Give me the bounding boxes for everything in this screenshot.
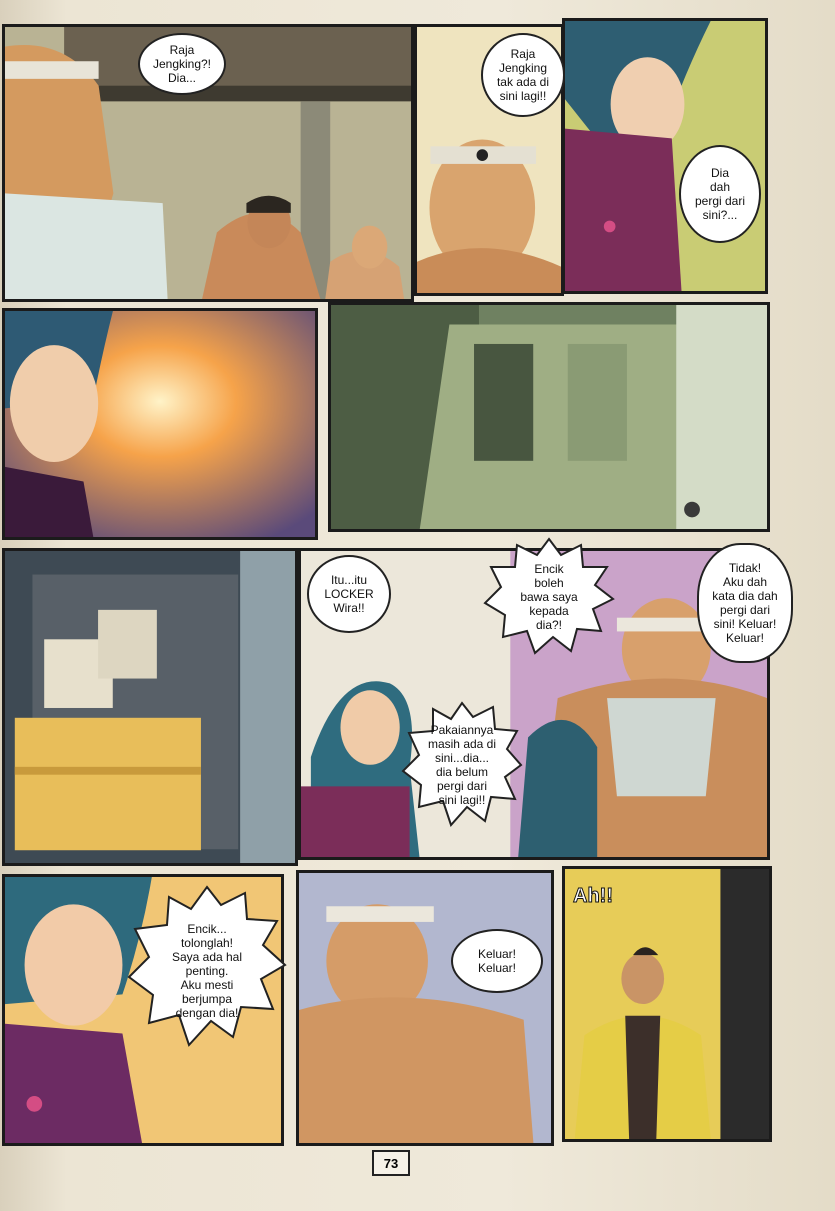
panel-6-locker-interior — [2, 548, 298, 866]
speech-bubble: Itu...itu LOCKER Wira!! — [307, 555, 391, 633]
speech-bubble: Raja Jengking?! Dia... — [138, 33, 226, 95]
panel-2-bald-man-closeup — [414, 24, 564, 296]
panel-6-art — [5, 551, 295, 863]
shout-bubble: Encik... tolonglah! Saya ada hal penting. Aku mesti berjumpa dengan dia! — [127, 885, 287, 1057]
sound-effect: Ah!! — [573, 885, 613, 907]
panel-5-lockers — [328, 302, 770, 532]
panel-10-man-in-doorway — [562, 866, 772, 1142]
panel-7-bald-man-refuses — [298, 548, 778, 860]
panel-8-woman-pleads — [2, 874, 284, 1146]
panel-4-art — [5, 311, 315, 537]
panel-5-art — [331, 305, 767, 529]
panel-4-woman-startled — [2, 308, 318, 540]
panel-1-bald-man-with-fighters — [2, 24, 414, 302]
panel-9-bald-man-shouts — [296, 870, 554, 1146]
speech-bubble: Keluar! Keluar! — [451, 929, 543, 993]
panel-10-art — [565, 869, 769, 1139]
speech-bubble: Tidak! Aku dah kata dia dah pergi dari sini! Keluar! Keluar! — [697, 543, 793, 663]
shout-bubble: Pakaiannya masih ada di sini...dia... dia belum pergi dari sini lagi!! — [403, 701, 521, 829]
speech-bubble: Raja Jengking tak ada di sini lagi!! — [481, 33, 565, 117]
panel-3-woman-portrait — [562, 18, 768, 294]
page-number: 73 — [372, 1150, 410, 1176]
panel-9-art — [299, 873, 551, 1143]
shout-bubble: Encik boleh bawa saya kepada dia?! — [483, 537, 615, 657]
speech-bubble: Dia dah pergi dari sini?... — [679, 145, 761, 243]
